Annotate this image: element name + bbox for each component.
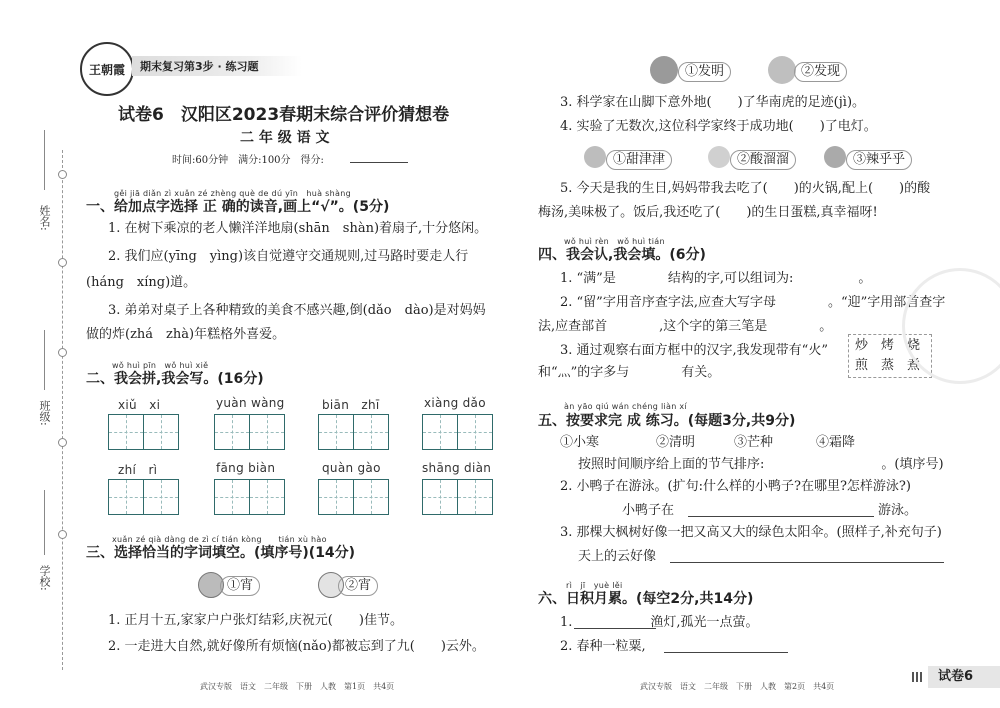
binding-hole <box>58 170 67 179</box>
s3-opt2: ②宵 <box>338 576 378 596</box>
s3-opt1: ①宵 <box>220 576 260 596</box>
school-line <box>44 490 45 555</box>
writing-grid[interactable] <box>318 479 389 515</box>
s2-pinyin: wǒ huì pīn wǒ huì xiě <box>112 361 209 370</box>
opt-b2: ②酸溜溜 <box>730 150 796 170</box>
char: 烧 <box>907 338 921 353</box>
name-label: 姓名: <box>38 205 51 231</box>
name-line <box>44 130 45 190</box>
review-banner <box>132 56 302 76</box>
s1-q3a: 3. 弟弟对桌子上各种精致的美食不感兴趣,倒(dǎo dào)是对妈妈 <box>108 303 486 318</box>
pineapple-icon <box>708 146 730 168</box>
exam-meta: 时间:60分钟 满分:100分 得分: <box>172 155 324 166</box>
binding-hole <box>58 438 67 447</box>
q5b: 梅汤,美味极了。饭后,我还吃了( )的生日蛋糕,真幸福呀! <box>538 205 878 220</box>
s4-title: 四、我会认,我会填。(6分) <box>538 247 706 263</box>
class-label: 班级: <box>38 400 51 426</box>
binding-hole <box>58 348 67 357</box>
s3-q2: 2. 一走进大自然,就好像所有烦恼(nǎo)都被忘到了九( )云外。 <box>108 639 485 654</box>
exam-title: 试卷6 汉阳区2023春期末综合评价猜想卷 <box>118 105 450 125</box>
s6-q1: 1. 渔灯,孤光一点萤。 <box>560 615 759 630</box>
writing-grid[interactable] <box>108 479 179 515</box>
score-field[interactable] <box>350 162 408 163</box>
s1-q2b: (háng xíng)道。 <box>86 275 197 290</box>
s4-q2a: 2. “留”字用音序查字法,应查大写字母 。“迎”字用部首查字 <box>560 295 946 310</box>
pinyin-word: yuàn wàng <box>216 396 285 410</box>
char: 蒸 <box>881 358 895 373</box>
s4-q1: 1. “满”是 结构的字,可以组词为: 。 <box>560 271 872 286</box>
s1-q2a: 2. 我们应(yīng yìng)该自觉遵守交通规则,过马路时要走人行 <box>108 249 469 264</box>
char: 煎 <box>855 358 869 373</box>
writing-grid[interactable] <box>422 479 493 515</box>
s3-q1: 1. 正月十五,家家户户张灯结彩,庆祝元( )佳节。 <box>108 613 403 628</box>
answer-line[interactable] <box>670 562 944 563</box>
solar-term: ①小寒 <box>560 435 600 450</box>
answer-line[interactable] <box>688 516 874 517</box>
exam-subtitle: 二 年 级 语 文 <box>240 130 330 146</box>
right-page <box>510 0 1000 708</box>
pinyin-word: shāng diàn <box>422 461 492 475</box>
page-footer: 武汉专版 语文 二年级 下册 人教 第1页 共4页 <box>200 682 395 691</box>
class-line <box>44 330 45 390</box>
peach-icon <box>584 146 606 168</box>
s5-q2: 2. 小鸭子在游泳。(扩句:什么样的小鸭子?在哪里?怎样游泳?) <box>560 479 911 494</box>
opt-b3: ③辣乎乎 <box>846 150 912 170</box>
binding-line <box>62 150 63 670</box>
char: 炒 <box>855 338 869 353</box>
q4: 4. 实验了无数次,这位科学家终于成功地( )了电灯。 <box>560 119 877 134</box>
char: 烤 <box>881 338 895 353</box>
s1-q1: 1. 在树下乘凉的老人懒洋洋地扇(shān shàn)着扇子,十分悠闲。 <box>108 221 488 236</box>
s1-title: 一、给加点字选择 正 确的读音,画上“√”。(5分) <box>86 199 390 215</box>
paper-badge-text: 试卷6 <box>938 669 974 684</box>
answer-line[interactable] <box>574 628 656 629</box>
writing-grid[interactable] <box>318 414 389 450</box>
answer-line[interactable] <box>664 652 788 653</box>
chef-icon <box>824 146 846 168</box>
opt-a2: ②发现 <box>794 62 847 82</box>
q3: 3. 科学家在山脚下意外地( )了华南虎的足迹(jì)。 <box>560 95 866 110</box>
s6-pinyin: rì jī yuè lěi <box>566 581 623 590</box>
s5-q2-ans-start: 小鸭子在 <box>622 503 675 518</box>
s1-q3b: 做的炸(zhá zhà)年糕格外喜爱。 <box>86 327 286 342</box>
brand-logo <box>80 42 134 96</box>
s4-q3a: 3. 通过观察右面方框中的汉字,我发现带有“火” <box>560 343 828 358</box>
pinyin-word: quàn gào <box>322 461 381 475</box>
pinyin-word: xiàng dǎo <box>424 396 486 410</box>
s5-pinyin: àn yāo qiú wán chéng liàn xí <box>564 402 687 411</box>
solar-term: ④霜降 <box>816 435 856 450</box>
s4-q3b: 和“灬”的字多与 有关。 <box>538 365 721 380</box>
s4-q2b: 法,应查部首 ,这个字的第三笔是 。 <box>538 319 833 334</box>
s2-title: 二、我会拼,我会写。(16分) <box>86 371 264 387</box>
pinyin-word: zhí rì <box>118 463 158 477</box>
s5-q3-ans: 天上的云好像 <box>578 549 657 564</box>
s5-q1: 按照时间顺序给上面的节气排序: 。(填序号) <box>578 457 944 472</box>
writing-grid[interactable] <box>214 479 285 515</box>
badge-dots-icon <box>912 672 922 682</box>
writing-grid[interactable] <box>108 414 179 450</box>
char: 煮 <box>907 358 921 373</box>
pinyin-word: xiǔ xi <box>118 398 161 412</box>
pinyin-word: biān zhī <box>322 398 380 412</box>
s6-title: 六、日积月累。(每空2分,共14分) <box>538 591 754 607</box>
page-footer: 武汉专版 语文 二年级 下册 人教 第2页 共4页 <box>640 682 835 691</box>
pinyin-word: fāng biàn <box>216 461 276 475</box>
solar-term: ②清明 <box>656 435 696 450</box>
school-label: 学校: <box>38 565 51 591</box>
opt-a1: ①发明 <box>678 62 731 82</box>
opt-b1: ①甜津津 <box>606 150 672 170</box>
q5a: 5. 今天是我的生日,妈妈带我去吃了( )的火锅,配上( )的酸 <box>560 181 931 196</box>
wheat-icon <box>768 56 796 84</box>
solar-term: ③芒种 <box>734 435 774 450</box>
s1-pinyin: gěi jiā diǎn zì xuǎn zé zhèng què de dú yīn huà shàng <box>114 189 351 198</box>
grapes-icon <box>650 56 678 84</box>
paper-badge <box>928 666 1000 688</box>
s5-title: 五、按要求完 成 练习。(每题3分,共9分) <box>538 413 796 429</box>
banner-text: 期末复习第3步 · 练习题 <box>140 60 259 73</box>
s6-q2: 2. 春种一粒粟, <box>560 639 646 654</box>
s3-title: 三、选择恰当的字词填空。(填序号)(14分) <box>86 545 356 561</box>
s3-pinyin: xuǎn zé qià dàng de zì cí tián kòng tián xù hào <box>112 535 327 544</box>
writing-grid[interactable] <box>422 414 493 450</box>
binding-hole <box>58 258 67 267</box>
writing-grid[interactable] <box>214 414 285 450</box>
logo-text: 王朝霞 <box>88 62 125 77</box>
s5-q2-ans-end: 游泳。 <box>878 503 918 518</box>
s4-pinyin: wǒ huì rèn wǒ huì tián <box>564 237 665 246</box>
binding-hole <box>58 530 67 539</box>
s5-q3: 3. 那棵大枫树好像一把又高又大的绿色太阳伞。(照样子,补充句子) <box>560 525 942 540</box>
